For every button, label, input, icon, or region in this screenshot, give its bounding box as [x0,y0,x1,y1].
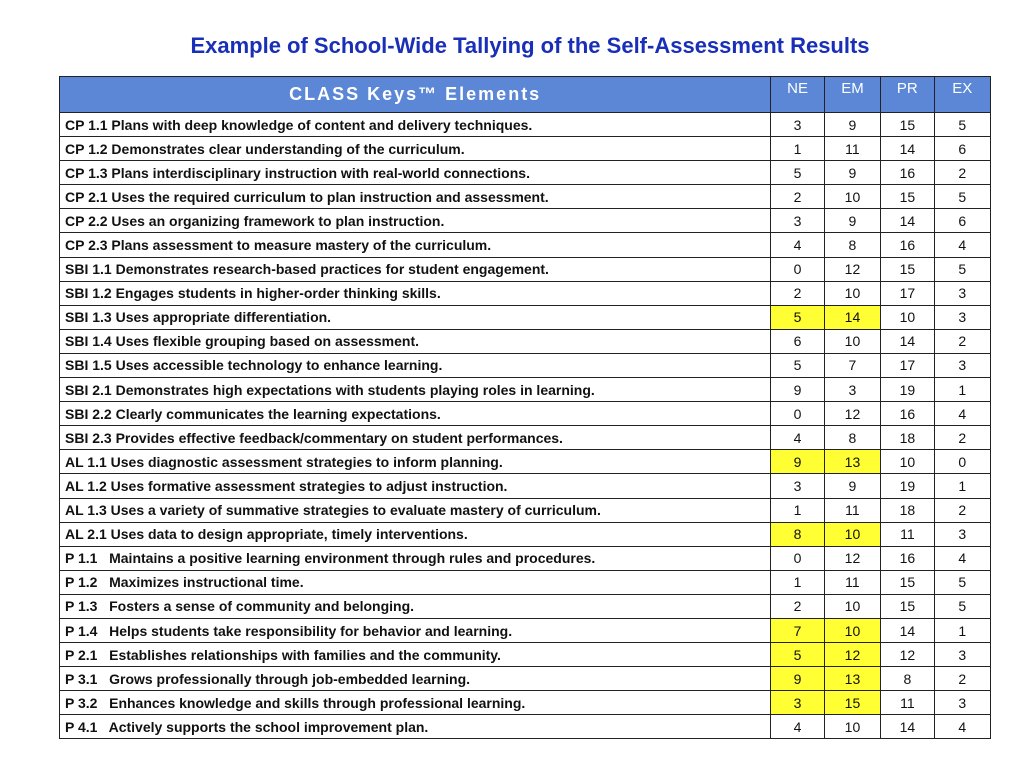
pr-count-cell: 10 [881,450,934,474]
table-row [60,137,991,161]
pr-count-cell: 14 [881,209,934,233]
pr-count-cell: 15 [881,185,934,209]
em-count-cell: 9 [824,209,880,233]
pr-count-cell: 15 [881,594,934,618]
pr-count-cell: 14 [881,137,934,161]
pr-count-cell: 15 [881,113,934,137]
ne-count-cell: 4 [771,715,824,739]
table-row [60,161,991,185]
table-row [60,329,991,353]
pr-count-cell: 18 [881,498,934,522]
ex-count-cell: 3 [934,643,990,667]
element-cell: SBI 1.5 Uses accessible technology to enhance learning. [60,353,771,377]
table-row [60,522,991,546]
pr-count-cell: 17 [881,281,934,305]
em-count-cell: 12 [824,402,880,426]
ne-count-cell: 2 [771,594,824,618]
em-count-cell: 9 [824,113,880,137]
ne-count-cell: 5 [771,161,824,185]
em-count-cell: 12 [824,643,880,667]
pr-count-cell: 16 [881,233,934,257]
em-count-cell: 7 [824,353,880,377]
ne-count-cell: 6 [771,329,824,353]
element-cell: CP 1.2 Demonstrates clear understanding of the curriculum. [60,137,771,161]
pr-count-cell: 14 [881,618,934,642]
ne-count-cell: 3 [771,474,824,498]
table-row [60,594,991,618]
ne-count-cell: 8 [771,522,824,546]
ex-count-cell: 5 [934,257,990,281]
ne-count-cell: 1 [771,570,824,594]
table-row [60,426,991,450]
element-cell: SBI 1.3 Uses appropriate differentiation. [60,305,771,329]
em-count-cell: 10 [824,594,880,618]
ex-count-cell: 3 [934,522,990,546]
em-count-cell: 8 [824,233,880,257]
ex-count-cell: 6 [934,137,990,161]
ne-count-cell: 1 [771,498,824,522]
table-row [60,402,991,426]
table-row [60,570,991,594]
pr-count-cell: 11 [881,522,934,546]
element-cell: P 1.4 Helps students take responsibility for behavior and learning. [60,618,771,642]
table-row [60,667,991,691]
table-row [60,691,991,715]
table-header [60,77,991,113]
header-row [60,77,991,113]
pr-count-cell: 12 [881,643,934,667]
table-row [60,113,991,137]
pr-count-cell: 18 [881,426,934,450]
table-row [60,281,991,305]
element-cell: CP 1.3 Plans interdisciplinary instruction with real-world connections. [60,161,771,185]
column-header-ex: EX [934,77,990,113]
pr-count-cell: 14 [881,329,934,353]
em-count-cell: 10 [824,715,880,739]
column-header-pr: PR [881,77,934,113]
em-count-cell: 8 [824,426,880,450]
ne-count-cell: 9 [771,667,824,691]
ex-count-cell: 5 [934,113,990,137]
column-header-em: EM [824,77,880,113]
table-row [60,378,991,402]
em-count-cell: 10 [824,522,880,546]
element-cell: CP 2.3 Plans assessment to measure mastery of the curriculum. [60,233,771,257]
element-cell: SBI 1.4 Uses flexible grouping based on assessment. [60,329,771,353]
em-count-cell: 9 [824,161,880,185]
ex-count-cell: 4 [934,546,990,570]
em-count-cell: 10 [824,185,880,209]
pr-count-cell: 8 [881,667,934,691]
ne-count-cell: 3 [771,209,824,233]
ne-count-cell: 4 [771,426,824,450]
ex-count-cell: 2 [934,667,990,691]
table-row [60,233,991,257]
ex-count-cell: 5 [934,594,990,618]
table-row [60,643,991,667]
em-count-cell: 11 [824,498,880,522]
em-count-cell: 9 [824,474,880,498]
ne-count-cell: 9 [771,450,824,474]
pr-count-cell: 16 [881,402,934,426]
element-cell: P 3.2 Enhances knowledge and skills through professional learning. [60,691,771,715]
column-header-elements: CLASS Keys™ Elements [60,77,771,113]
pr-count-cell: 14 [881,715,934,739]
ne-count-cell: 3 [771,113,824,137]
ne-count-cell: 3 [771,691,824,715]
table-row [60,474,991,498]
ne-count-cell: 0 [771,257,824,281]
table-row [60,498,991,522]
ex-count-cell: 4 [934,402,990,426]
ex-count-cell: 3 [934,691,990,715]
em-count-cell: 3 [824,378,880,402]
ex-count-cell: 4 [934,715,990,739]
em-count-cell: 10 [824,329,880,353]
table-body [60,113,991,739]
ex-count-cell: 1 [934,474,990,498]
ex-count-cell: 2 [934,498,990,522]
element-cell: SBI 1.1 Demonstrates research-based practices for student engagement. [60,257,771,281]
element-cell: CP 1.1 Plans with deep knowledge of content and delivery techniques. [60,113,771,137]
ex-count-cell: 2 [934,426,990,450]
table-row [60,185,991,209]
pr-count-cell: 11 [881,691,934,715]
element-cell: SBI 2.3 Provides effective feedback/commentary on student performances. [60,426,771,450]
element-cell: SBI 1.2 Engages students in higher-order thinking skills. [60,281,771,305]
column-header-ne: NE [771,77,824,113]
ex-count-cell: 3 [934,281,990,305]
em-count-cell: 10 [824,281,880,305]
em-count-cell: 14 [824,305,880,329]
pr-count-cell: 16 [881,161,934,185]
ne-count-cell: 0 [771,402,824,426]
element-cell: SBI 2.2 Clearly communicates the learning expectations. [60,402,771,426]
em-count-cell: 13 [824,450,880,474]
ne-count-cell: 5 [771,643,824,667]
element-cell: P 1.2 Maximizes instructional time. [60,570,771,594]
ne-count-cell: 9 [771,378,824,402]
element-cell: AL 1.3 Uses a variety of summative strategies to evaluate mastery of curriculum. [60,498,771,522]
ex-count-cell: 0 [934,450,990,474]
ne-count-cell: 5 [771,353,824,377]
ne-count-cell: 0 [771,546,824,570]
em-count-cell: 12 [824,546,880,570]
ex-count-cell: 6 [934,209,990,233]
pr-count-cell: 19 [881,474,934,498]
self-assessment-table [59,76,991,739]
pr-count-cell: 16 [881,546,934,570]
ne-count-cell: 2 [771,185,824,209]
pr-count-cell: 15 [881,257,934,281]
ex-count-cell: 2 [934,329,990,353]
element-cell: P 2.1 Establishes relationships with families and the community. [60,643,771,667]
ne-count-cell: 7 [771,618,824,642]
element-cell: P 4.1 Actively supports the school improvement plan. [60,715,771,739]
table-row [60,450,991,474]
table-row [60,546,991,570]
ne-count-cell: 1 [771,137,824,161]
table-row [60,353,991,377]
pr-count-cell: 10 [881,305,934,329]
element-cell: AL 1.1 Uses diagnostic assessment strategies to inform planning. [60,450,771,474]
element-cell: AL 1.2 Uses formative assessment strategies to adjust instruction. [60,474,771,498]
em-count-cell: 11 [824,570,880,594]
element-cell: AL 2.1 Uses data to design appropriate, timely interventions. [60,522,771,546]
table-row [60,209,991,233]
element-cell: P 3.1 Grows professionally through job-embedded learning. [60,667,771,691]
ne-count-cell: 5 [771,305,824,329]
element-cell: SBI 2.1 Demonstrates high expectations with students playing roles in learning. [60,378,771,402]
ex-count-cell: 3 [934,353,990,377]
pr-count-cell: 17 [881,353,934,377]
table-row [60,715,991,739]
table-row [60,257,991,281]
element-cell: P 1.3 Fosters a sense of community and belonging. [60,594,771,618]
em-count-cell: 10 [824,618,880,642]
pr-count-cell: 15 [881,570,934,594]
table-row [60,305,991,329]
element-cell: P 1.1 Maintains a positive learning environment through rules and procedures. [60,546,771,570]
em-count-cell: 12 [824,257,880,281]
pr-count-cell: 19 [881,378,934,402]
ex-count-cell: 5 [934,185,990,209]
ex-count-cell: 3 [934,305,990,329]
em-count-cell: 11 [824,137,880,161]
ex-count-cell: 5 [934,570,990,594]
em-count-cell: 13 [824,667,880,691]
ne-count-cell: 2 [771,281,824,305]
table-row [60,618,991,642]
ex-count-cell: 1 [934,618,990,642]
ne-count-cell: 4 [771,233,824,257]
ex-count-cell: 4 [934,233,990,257]
page-title: Example of School-Wide Tallying of the Self-Assessment Results [190,33,870,58]
ex-count-cell: 1 [934,378,990,402]
em-count-cell: 15 [824,691,880,715]
element-cell: CP 2.2 Uses an organizing framework to plan instruction. [60,209,771,233]
element-cell: CP 2.1 Uses the required curriculum to plan instruction and assessment. [60,185,771,209]
ex-count-cell: 2 [934,161,990,185]
